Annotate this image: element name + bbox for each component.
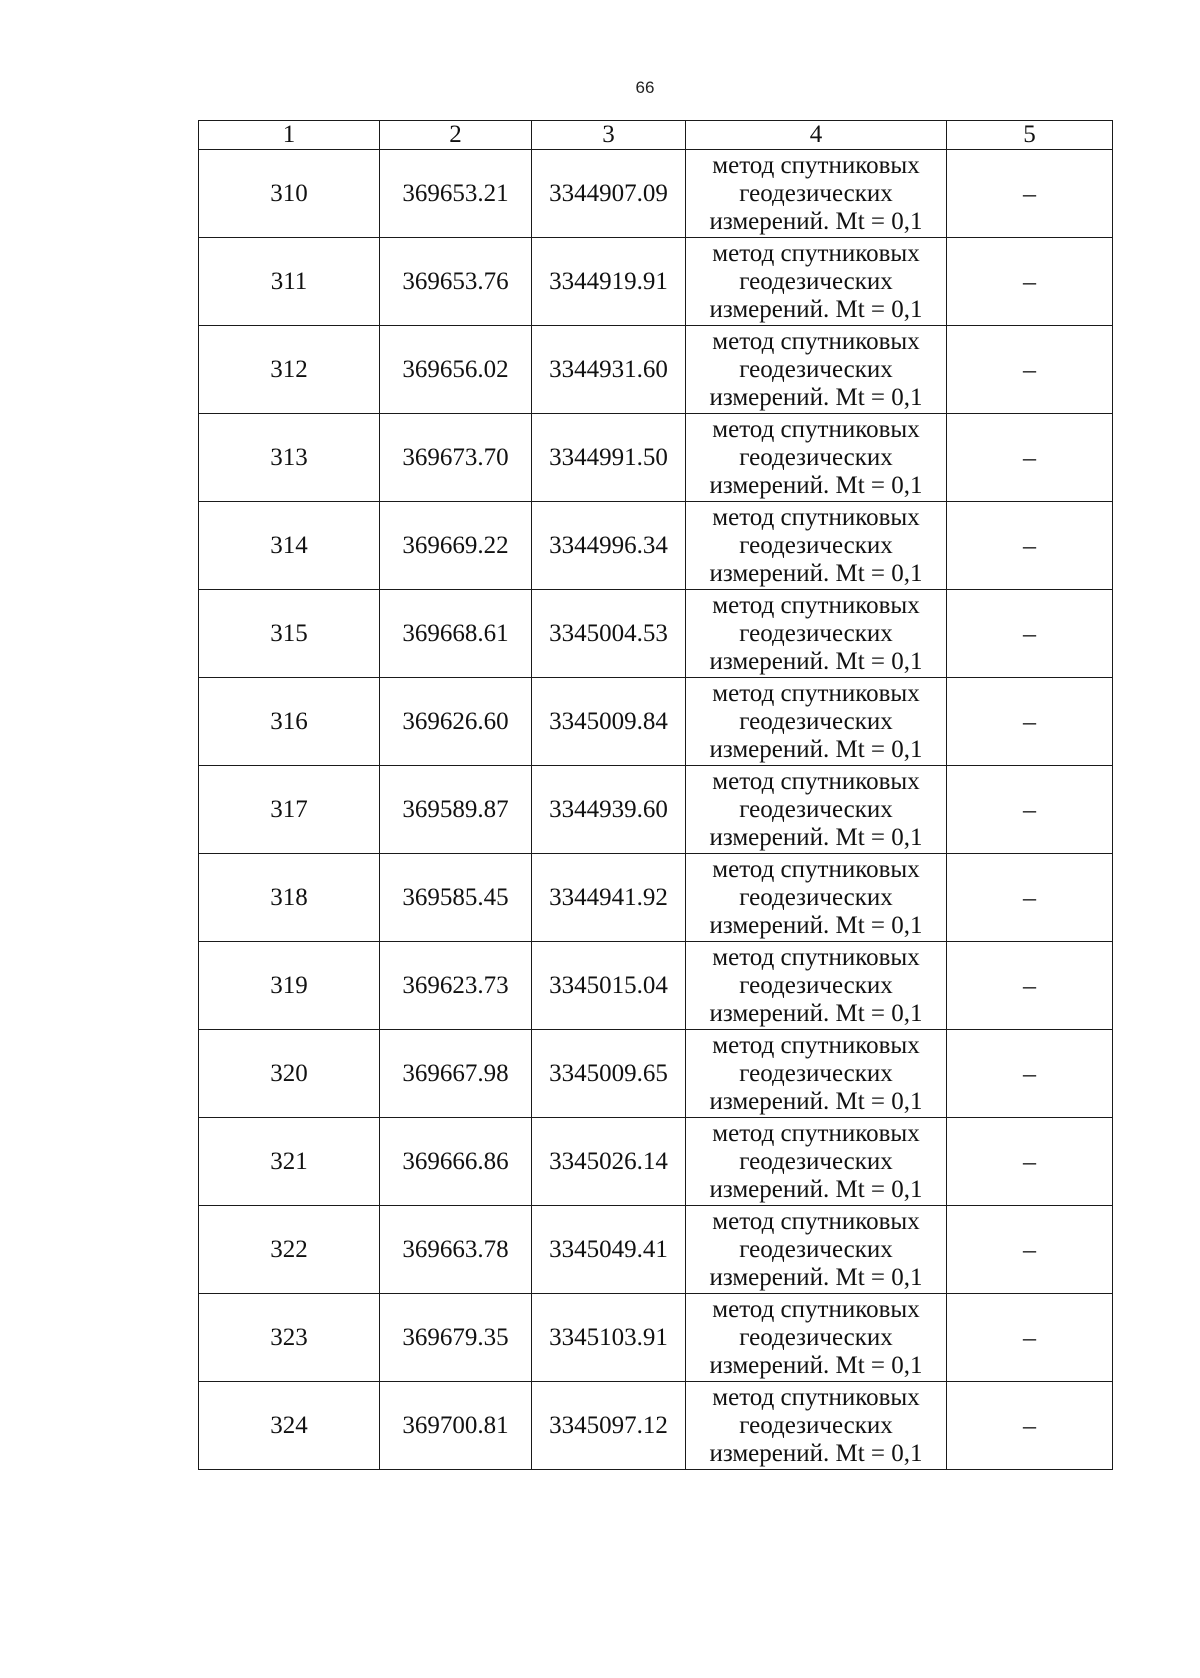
- note-cell: –: [947, 942, 1113, 1030]
- method-line: метод спутниковых: [712, 327, 920, 355]
- x-coordinate-cell: 369700.81: [380, 1382, 532, 1470]
- header-row: [199, 121, 1113, 150]
- point-number-cell: 319: [199, 942, 380, 1030]
- x-coordinate-cell: 369653.76: [380, 238, 532, 326]
- header-col-5: 5: [947, 121, 1113, 150]
- point-number-cell: 322: [199, 1206, 380, 1294]
- method-line: геодезических: [739, 707, 893, 735]
- method-line: геодезических: [739, 1059, 893, 1087]
- method-line: геодезических: [739, 443, 893, 471]
- method-line: геодезических: [739, 531, 893, 559]
- header-col-1: 1: [199, 121, 380, 150]
- note-cell: –: [947, 1118, 1113, 1206]
- point-number-cell: 312: [199, 326, 380, 414]
- x-coordinate-cell: 369667.98: [380, 1030, 532, 1118]
- coordinates-table-container: [198, 120, 1113, 1470]
- method-line: измерений. Mt = 0,1: [709, 1087, 923, 1115]
- method-line: геодезических: [739, 355, 893, 383]
- table-row: [199, 854, 1113, 942]
- table-row: [199, 1030, 1113, 1118]
- method-line: геодезических: [739, 1411, 893, 1439]
- point-number-cell: 318: [199, 854, 380, 942]
- header-col-3: 3: [532, 121, 686, 150]
- method-line: измерений. Mt = 0,1: [709, 999, 923, 1027]
- method-line: метод спутниковых: [712, 943, 920, 971]
- method-cell: [686, 678, 947, 766]
- method-line: измерений. Mt = 0,1: [709, 911, 923, 939]
- table-row: [199, 1206, 1113, 1294]
- method-line: измерений. Mt = 0,1: [709, 823, 923, 851]
- page-number: 66: [635, 78, 655, 97]
- method-line: измерений. Mt = 0,1: [709, 207, 923, 235]
- method-line: метод спутниковых: [712, 1119, 920, 1147]
- method-line: метод спутниковых: [712, 151, 920, 179]
- method-cell: [686, 942, 947, 1030]
- method-line: метод спутниковых: [712, 239, 920, 267]
- y-coordinate-cell: 3345103.91: [532, 1294, 686, 1382]
- table-body: [199, 150, 1113, 1470]
- x-coordinate-cell: 369585.45: [380, 854, 532, 942]
- method-cell: [686, 854, 947, 942]
- x-coordinate-cell: 369663.78: [380, 1206, 532, 1294]
- method-line: метод спутниковых: [712, 767, 920, 795]
- table-row: [199, 1118, 1113, 1206]
- note-cell: –: [947, 326, 1113, 414]
- y-coordinate-cell: 3345097.12: [532, 1382, 686, 1470]
- note-cell: –: [947, 854, 1113, 942]
- table-row: [199, 942, 1113, 1030]
- point-number-cell: 314: [199, 502, 380, 590]
- note-cell: –: [947, 766, 1113, 854]
- method-line: геодезических: [739, 1147, 893, 1175]
- method-line: геодезических: [739, 1235, 893, 1263]
- point-number-cell: 317: [199, 766, 380, 854]
- point-number-cell: 323: [199, 1294, 380, 1382]
- table-row: [199, 502, 1113, 590]
- point-number-cell: 310: [199, 150, 380, 238]
- table-row: [199, 766, 1113, 854]
- method-line: метод спутниковых: [712, 503, 920, 531]
- method-line: измерений. Mt = 0,1: [709, 1263, 923, 1291]
- y-coordinate-cell: 3344996.34: [532, 502, 686, 590]
- note-cell: –: [947, 150, 1113, 238]
- y-coordinate-cell: 3345009.65: [532, 1030, 686, 1118]
- table-row: [199, 1382, 1113, 1470]
- y-coordinate-cell: 3345049.41: [532, 1206, 686, 1294]
- point-number-cell: 316: [199, 678, 380, 766]
- method-line: метод спутниковых: [712, 855, 920, 883]
- x-coordinate-cell: 369679.35: [380, 1294, 532, 1382]
- method-line: метод спутниковых: [712, 1383, 920, 1411]
- x-coordinate-cell: 369673.70: [380, 414, 532, 502]
- header-col-2: 2: [380, 121, 532, 150]
- method-line: метод спутниковых: [712, 1031, 920, 1059]
- method-line: измерений. Mt = 0,1: [709, 295, 923, 323]
- x-coordinate-cell: 369589.87: [380, 766, 532, 854]
- method-line: измерений. Mt = 0,1: [709, 1175, 923, 1203]
- x-coordinate-cell: 369668.61: [380, 590, 532, 678]
- table-row: [199, 590, 1113, 678]
- method-line: геодезических: [739, 883, 893, 911]
- method-cell: [686, 1382, 947, 1470]
- note-cell: –: [947, 1206, 1113, 1294]
- y-coordinate-cell: 3344939.60: [532, 766, 686, 854]
- y-coordinate-cell: 3345026.14: [532, 1118, 686, 1206]
- note-cell: –: [947, 1030, 1113, 1118]
- x-coordinate-cell: 369623.73: [380, 942, 532, 1030]
- method-line: метод спутниковых: [712, 1295, 920, 1323]
- table-row: [199, 678, 1113, 766]
- table-row: [199, 326, 1113, 414]
- method-cell: [686, 326, 947, 414]
- method-line: измерений. Mt = 0,1: [709, 1439, 923, 1467]
- note-cell: –: [947, 414, 1113, 502]
- y-coordinate-cell: 3345009.84: [532, 678, 686, 766]
- method-line: измерений. Mt = 0,1: [709, 735, 923, 763]
- method-cell: [686, 590, 947, 678]
- y-coordinate-cell: 3345015.04: [532, 942, 686, 1030]
- y-coordinate-cell: 3344931.60: [532, 326, 686, 414]
- point-number-cell: 311: [199, 238, 380, 326]
- method-line: геодезических: [739, 795, 893, 823]
- x-coordinate-cell: 369669.22: [380, 502, 532, 590]
- method-line: метод спутниковых: [712, 415, 920, 443]
- point-number-cell: 320: [199, 1030, 380, 1118]
- point-number-cell: 321: [199, 1118, 380, 1206]
- method-line: геодезических: [739, 267, 893, 295]
- method-line: измерений. Mt = 0,1: [709, 1351, 923, 1379]
- x-coordinate-cell: 369626.60: [380, 678, 532, 766]
- table-row: [199, 238, 1113, 326]
- method-line: измерений. Mt = 0,1: [709, 471, 923, 499]
- note-cell: –: [947, 502, 1113, 590]
- note-cell: –: [947, 590, 1113, 678]
- method-line: геодезических: [739, 971, 893, 999]
- point-number-cell: 313: [199, 414, 380, 502]
- note-cell: –: [947, 238, 1113, 326]
- method-line: метод спутниковых: [712, 1207, 920, 1235]
- table-row: [199, 414, 1113, 502]
- y-coordinate-cell: 3344941.92: [532, 854, 686, 942]
- method-line: измерений. Mt = 0,1: [709, 559, 923, 587]
- y-coordinate-cell: 3344919.91: [532, 238, 686, 326]
- coordinates-table: [198, 120, 1113, 1470]
- note-cell: –: [947, 678, 1113, 766]
- method-cell: [686, 238, 947, 326]
- point-number-cell: 324: [199, 1382, 380, 1470]
- y-coordinate-cell: 3344907.09: [532, 150, 686, 238]
- method-line: измерений. Mt = 0,1: [709, 647, 923, 675]
- method-cell: [686, 414, 947, 502]
- method-cell: [686, 502, 947, 590]
- table-row: [199, 150, 1113, 238]
- method-cell: [686, 1294, 947, 1382]
- method-line: метод спутниковых: [712, 591, 920, 619]
- note-cell: –: [947, 1382, 1113, 1470]
- method-cell: [686, 1118, 947, 1206]
- x-coordinate-cell: 369653.21: [380, 150, 532, 238]
- x-coordinate-cell: 369666.86: [380, 1118, 532, 1206]
- x-coordinate-cell: 369656.02: [380, 326, 532, 414]
- y-coordinate-cell: 3345004.53: [532, 590, 686, 678]
- note-cell: –: [947, 1294, 1113, 1382]
- header-col-4: 4: [686, 121, 947, 150]
- table-header: [199, 121, 1113, 150]
- method-line: измерений. Mt = 0,1: [709, 383, 923, 411]
- method-line: геодезических: [739, 179, 893, 207]
- method-cell: [686, 766, 947, 854]
- method-cell: [686, 1206, 947, 1294]
- method-cell: [686, 150, 947, 238]
- table-row: [199, 1294, 1113, 1382]
- point-number-cell: 315: [199, 590, 380, 678]
- method-line: геодезических: [739, 619, 893, 647]
- method-cell: [686, 1030, 947, 1118]
- method-line: метод спутниковых: [712, 679, 920, 707]
- method-line: геодезических: [739, 1323, 893, 1351]
- y-coordinate-cell: 3344991.50: [532, 414, 686, 502]
